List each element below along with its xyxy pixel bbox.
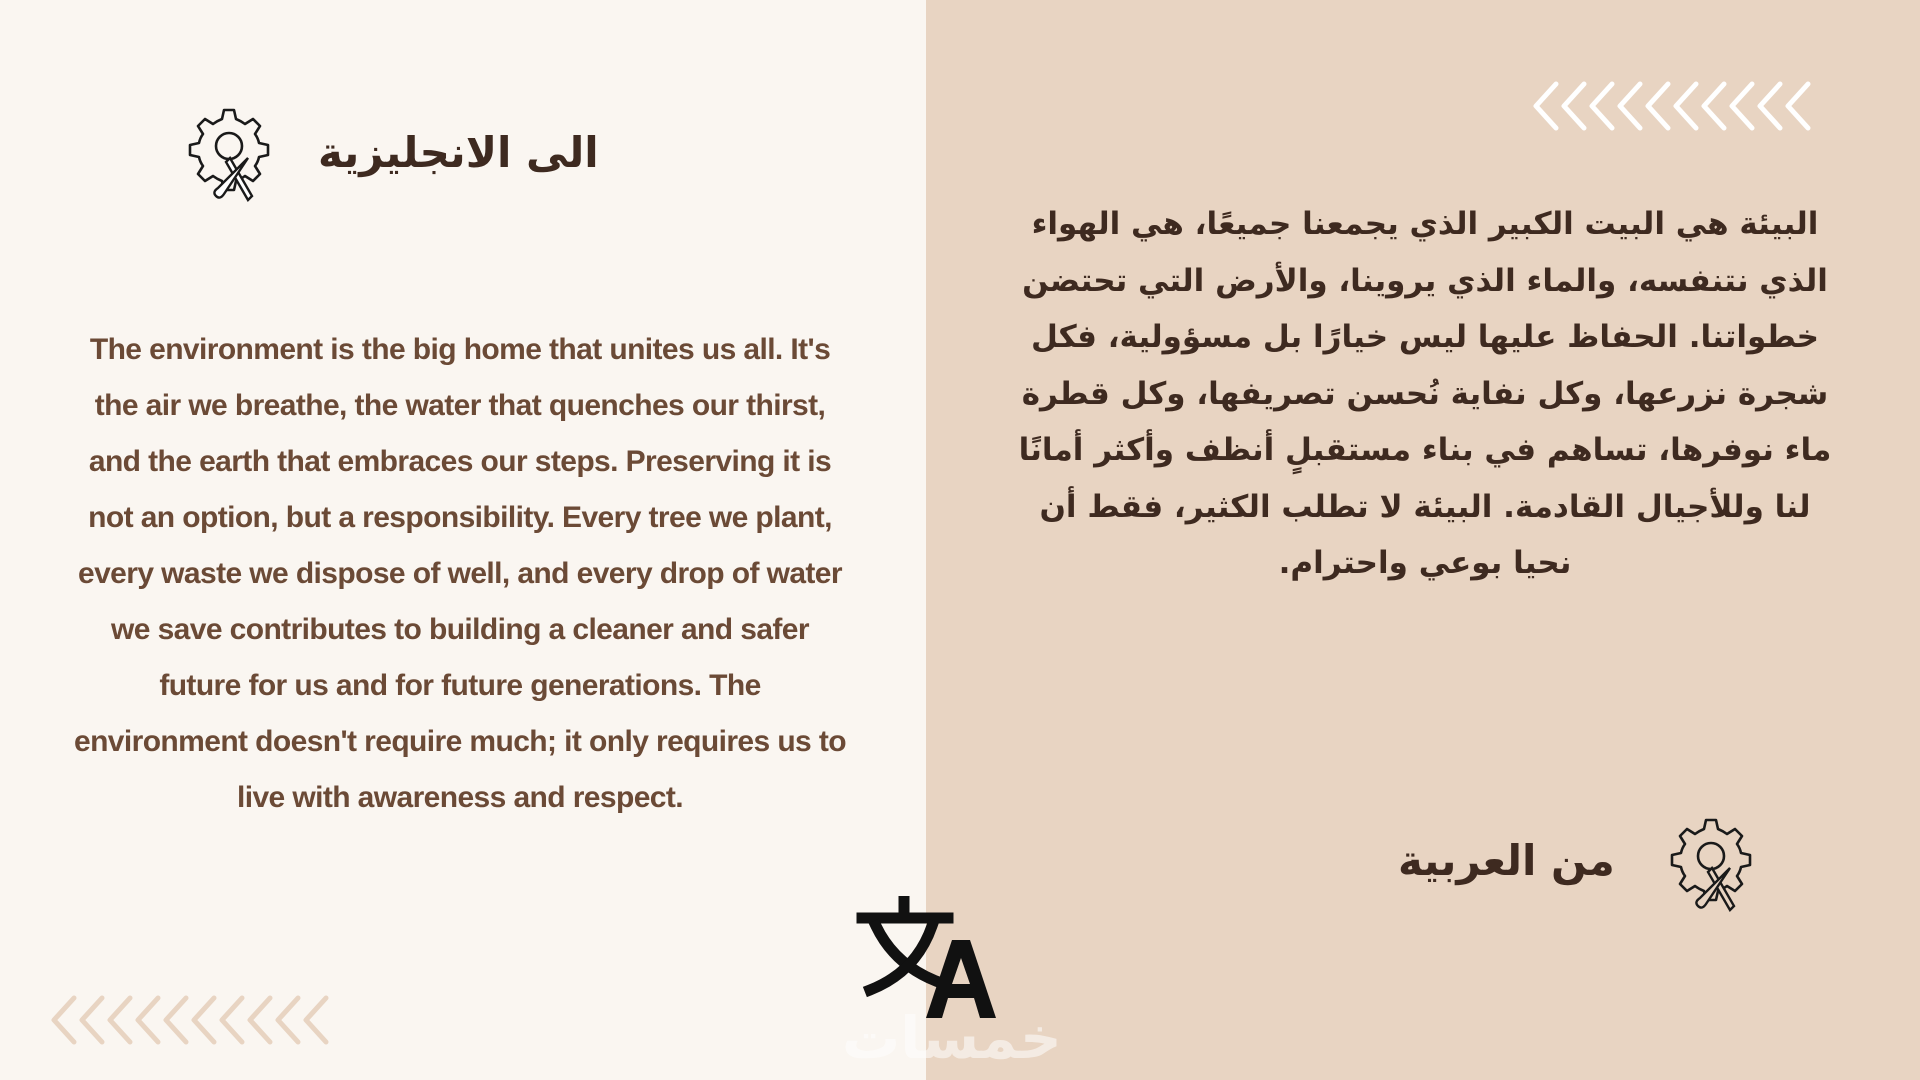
chevron-row-bottom-icon <box>48 994 334 1046</box>
translate-icon <box>856 896 996 1020</box>
heading-to-english: الى الانجليزية <box>318 128 599 177</box>
settings-gear-icon <box>1668 816 1754 914</box>
arabic-paragraph: البيئة هي البيت الكبير الذي يجمعنا جميعًا، هي الهواء الذي نتنفسه، والماء الذي يروينا، والأرض التي تحتضن خطواتنا. الحفاظ عليها ليس خيارًا بل مسؤولية، فكل شجرة نزرعها، وكل نفاية نُحسن تصريفها، وكل قطرة ماء نوفرها، تساهم في بناء مستقبلٍ أنظف وأكثر أمانًا لنا وللأجيال القادمة. البيئة لا تطلب الكثير، فقط أن نحيا بوعي واحترام. <box>1018 206 1832 581</box>
english-paragraph: The environment is the big home that unites us all. It's the air we breathe, the water that quenches our thirst, and the earth that embraces our steps. Preserving it is not an option, but a responsibility. Every tree we plant, every waste we dispose of well, and every drop of water we save contributes to building a cleaner and safer future for us and for future generations. The environment doesn't require much; it only requires us to live with awareness and respect. <box>74 333 846 814</box>
chevron-row-top-icon <box>1530 80 1816 132</box>
settings-gear-icon <box>186 106 272 204</box>
watermark: خمسات <box>842 1004 1062 1072</box>
heading-from-arabic: من العربية <box>1398 836 1615 885</box>
